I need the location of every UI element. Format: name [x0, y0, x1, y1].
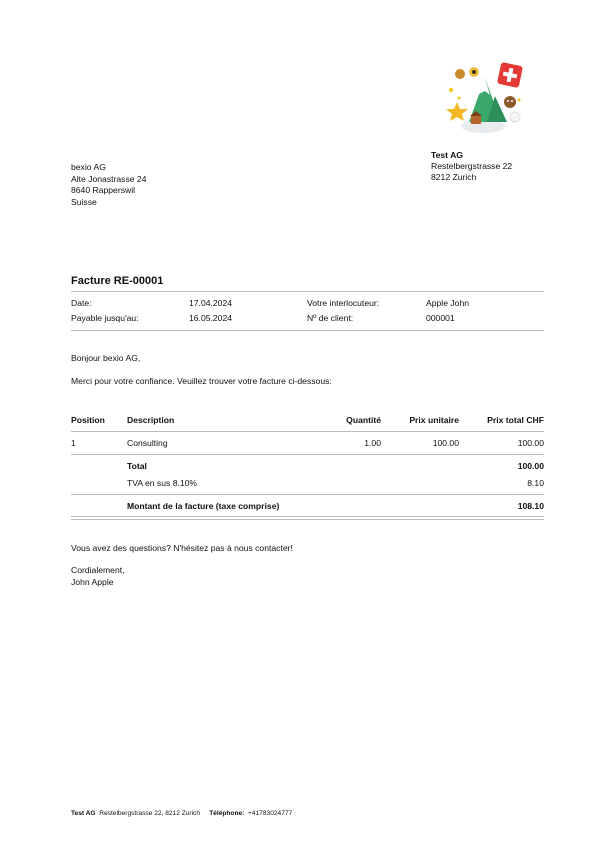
- due-value: 16.05.2024: [189, 313, 233, 323]
- questions-text: Vous avez des questions? N'hésitez pas à nous contacter!: [71, 543, 293, 553]
- closing-text: Cordialement,: [71, 565, 125, 575]
- footer-phone: +41783024777: [248, 810, 293, 817]
- row-description: Consulting: [127, 438, 168, 448]
- total-label: Total: [127, 461, 147, 471]
- header-quantity: Quantité: [346, 415, 381, 425]
- intro-text: Merci pour votre confiance. Veuillez trouver votre facture ci-dessous:: [71, 376, 332, 386]
- recipient-country: Suisse: [71, 196, 97, 207]
- greeting: Bonjour bexio AG,: [71, 353, 141, 363]
- row-quantity: 1.00: [364, 438, 381, 448]
- recipient-name: bexio AG: [71, 162, 106, 172]
- client-label: Nº de client:: [307, 313, 354, 323]
- client-value: 000001: [426, 313, 455, 323]
- divider: [71, 494, 544, 495]
- footer-company: Test AG: [71, 810, 96, 817]
- sender-street: Restelbergstrasse 22: [431, 161, 513, 171]
- divider: [71, 431, 544, 432]
- header-total: Prix total CHF: [487, 415, 544, 425]
- sender-city: 8212 Zurich: [431, 172, 477, 182]
- footer: [71, 810, 292, 817]
- grand-total-label: Montant de la facture (taxe comprise): [127, 501, 280, 511]
- footer-address: Restelbergstrasse 22, 8212 Zurich: [99, 810, 201, 817]
- divider: [71, 330, 544, 331]
- date-value: 17.04.2024: [189, 298, 233, 308]
- total-value: 100.00: [517, 461, 544, 471]
- date-label: Date:: [71, 298, 92, 308]
- invoice-meta-row: [71, 313, 544, 325]
- contact-value: Apple John: [426, 298, 470, 308]
- signature: John Apple: [71, 576, 114, 587]
- sender-name: Test AG: [431, 150, 463, 160]
- company-logo: [443, 62, 525, 134]
- invoice-title: Facture RE-00001: [71, 275, 164, 287]
- footer-phone-label: Téléphone:: [209, 810, 245, 817]
- swiss-alpine-logo-icon: [443, 62, 525, 134]
- vat-value: 8.10: [527, 478, 544, 488]
- recipient-city: 8640 Rapperswil: [71, 185, 136, 195]
- grand-total-value: 108.10: [517, 501, 544, 511]
- contact-label: Votre interlocuteur:: [307, 298, 380, 308]
- divider: [71, 291, 544, 292]
- header-description: Description: [127, 415, 175, 425]
- invoice-meta-row: [71, 298, 544, 310]
- recipient-street: Alte Jonastrasse 24: [71, 173, 147, 184]
- recipient-address: [71, 162, 146, 208]
- row-position: 1: [71, 438, 76, 448]
- due-label: Payable jusqu'au:: [71, 313, 139, 323]
- row-unit-price: 100.00: [432, 438, 459, 448]
- header-position: Position: [71, 415, 105, 425]
- double-divider: [71, 516, 544, 520]
- header-unit-price: Prix unitaire: [409, 415, 459, 425]
- vat-label: TVA en sus 8.10%: [127, 478, 198, 488]
- divider: [71, 454, 544, 455]
- row-total: 100.00: [517, 438, 544, 448]
- closing: [71, 565, 125, 588]
- sender-address: [431, 150, 512, 183]
